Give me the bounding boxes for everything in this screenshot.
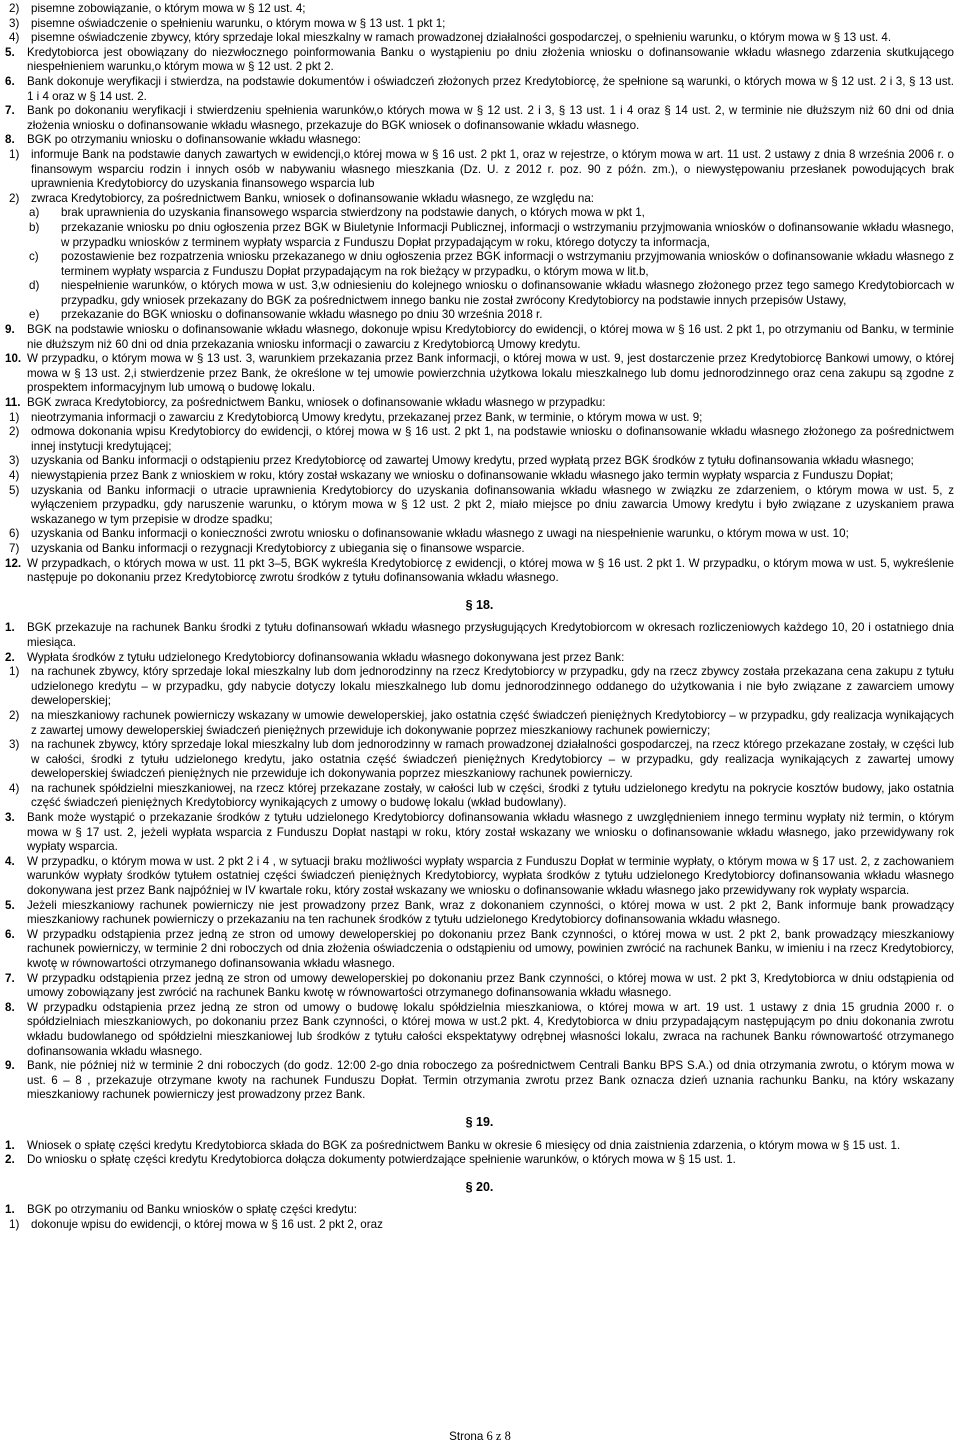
paragraph-number: 4. [5, 854, 15, 868]
item-letter: e) [29, 308, 40, 322]
page-number: 6 z 8 [486, 1429, 511, 1444]
paragraph-text: Bank może wystąpić o przekazanie środków z tytułu udzielonego Kredytobiorcy dofinansowania wkładu własnego z uwzględnieniem innego terminu wypłaty niż termin, o którym mowa w § 17 ust. 2, jeżeli wypłata wsparcia z Funduszu Dopłat nastąpi w roku, który został wskazany we wniosku o dofinansowanie wkładu własnego, jako przewidywany rok wypłaty wsparcia. [27, 811, 954, 854]
list-item [9, 1218, 954, 1233]
item-text: dokonuje wpisu do ewidencji, o której mowa w § 16 ust. 2 pkt 2, oraz [31, 1217, 383, 1231]
paragraph-number: 2. [5, 650, 15, 664]
item-text: pisemne zobowiązanie, o którym mowa w § 12 ust. 4; [31, 2, 306, 15]
item-number: 1) [9, 1217, 20, 1231]
item-number: 1) [9, 147, 20, 161]
section-20-paragraph-1 [5, 1203, 954, 1218]
section-19-paragraph-1 [5, 1139, 954, 1154]
list-item [9, 782, 954, 811]
sub-list-item [29, 279, 954, 308]
paragraph-text: Jeżeli mieszkaniowy rachunek powierniczy nie jest prowadzony przez Bank, wraz z dokonaniem czynności, o której mowa w ust. 2 pkt 2, Bank informuje bank prowadzący mieszkaniowy rachunek powierniczy o przekazaniu na ten rachunek środków z tytułu udzielonego Kredytobiorcy dofinansowania wkładu własnego. [27, 898, 954, 927]
paragraph-text: Do wniosku o spłatę części kredytu Kredytobiorca dołącza dokumenty potwierdzające spełnienie warunków, o których mowa w § 15 ust. 1. [27, 1153, 736, 1167]
section-18-paragraph-8 [5, 1001, 954, 1059]
item-number: 3) [9, 738, 20, 752]
item-number: 3) [9, 454, 20, 468]
item-text: zwraca Kredytobiorcy, za pośrednictwem Banku, wniosek o dofinansowanie wkładu własnego, ze względu na: [31, 191, 595, 205]
section-18-paragraph-1 [5, 621, 954, 650]
list-item [9, 17, 954, 32]
list-item [9, 542, 954, 557]
sub-list-item [29, 221, 954, 250]
paragraph-9 [5, 323, 954, 352]
paragraph-text: W przypadkach, o których mowa w ust. 11 pkt 3–5, BGK wykreśla Kredytobiorcę z ewidencji, o której mowa w § 16 ust. 2 pkt 1. W przypadku, o którym mowa w ust. 5, wykreślenie następuje po dokonaniu przez Kredytobiorcę zwrotu środków z tytułu dofinansowania wkładu własnego. [27, 556, 954, 585]
item-number: 5) [9, 483, 20, 497]
section-18-paragraph-2 [5, 651, 954, 666]
paragraph-text: W przypadku odstąpienia przez jedną ze stron od umowy o budowę lokalu spółdzielnia mieszkaniowa, o której mowa w art. 19 ust. 1 ustawy z dnia 15 grudnia 2000 r. o spółdzielniach mieszkaniowych, po dokonaniu przez Bank czynności, o której mowa w ust.2 pkt. 4, Kredytobiorca w dniu przypadającym następującym po dniu dokonania zwrotu wkładu budowlanego od spółdzielni mieszkaniowej lub środków z tytułu całości ekspektatywy odrębnej własności lokalu, zwraca na rachunek Banku równowartość otrzymanego dofinansowania wkładu własnego. [27, 1000, 954, 1058]
item-letter: b) [29, 220, 40, 234]
paragraph-8 [5, 133, 954, 148]
item-text: na mieszkaniowy rachunek powierniczy wskazany w umowie deweloperskiej, jako ostatnia część świadczeń pieniężnych Kredytobiorcy – w przypadku, gdy realizacja wynikających z zawartej umowy deweloperskiej świadczeń pieniężnych przewiduje ich dokonywanie poprzez mieszkaniowy rachunek powierniczy; [31, 708, 954, 737]
item-number: 7) [9, 541, 20, 555]
list-item [9, 527, 954, 542]
item-number: 1) [9, 410, 20, 424]
paragraph-number: 7. [5, 104, 15, 118]
item-letter: d) [29, 279, 40, 293]
item-text: pozostawienie bez rozpatrzenia wniosku przekazanego w dniu ogłoszenia przez BGK informacji o wstrzymaniu przyjmowania wniosków o dofinansowanie wkładu własnego z terminem wypłaty wsparcia z Funduszu Dopłat przypadającym na rok bieżący w przypadku, o którym mowa w lit.b, [61, 250, 954, 278]
item-number: 2) [9, 708, 20, 722]
item-number: 4) [9, 781, 20, 795]
item-number: 3) [9, 16, 20, 30]
list-item [9, 484, 954, 528]
item-text: odmowa dokonania wpisu Kredytobiorcy do ewidencji, o której mowa w § 16 ust. 2 pkt 1, na podstawie wniosku o dofinansowanie wkładu własnego złożonego za pośrednictwem innej instytucji kredytującej; [31, 425, 954, 453]
list-item [9, 411, 954, 426]
section-heading-18: § 18. [465, 597, 494, 612]
paragraph-10 [5, 352, 954, 396]
section-18-paragraph-6 [5, 928, 954, 972]
paragraph-number: 3. [5, 811, 15, 825]
item-text: na rachunek zbywcy, który sprzedaje lokal mieszkalny lub dom jednorodzinny na rzecz Kredytobiorcy w przypadku, gdy na rzecz zbywcy została przekazana cena zakupu z tytułu udzielonego kredytu – w przypadku, gdy nabycie dotyczy lokalu mieszkalnego lub domu jednorodzinnego oddanego do użytkowania i nie było związane z zawarciem umowy deweloperskiej; [31, 665, 954, 708]
item-text: brak uprawnienia do uzyskania finansowego wsparcia stwierdzony na podstawie danych, o których mowa w pkt 1, [61, 206, 645, 220]
paragraph-text: BGK po otrzymaniu od Banku wniosków o spłatę części kredytu: [27, 1203, 357, 1217]
paragraph-number: 5. [5, 45, 15, 59]
paragraph-text: W przypadku odstąpienia przez jedną ze stron od umowy deweloperskiej po dokonaniu przez Bank czynności, o której mowa w ust. 2 pkt 2, bank prowadzący mieszkaniowy rachunek powierniczy, w terminie 2 dni roboczych od dnia złożenia oświadczenia o odstąpieniu od umowy, powinien zwrócić na rachunek Banku, w imieniu i na rzecz Kredytobiorcy, kwotę w równowartości otrzymanego dofinansowania wkładu własnego. [27, 927, 954, 970]
paragraph-number: 6. [5, 927, 15, 941]
paragraph-number: 1. [5, 1203, 15, 1217]
paragraph-5 [5, 46, 954, 75]
paragraph-text: W przypadku, o którym mowa w ust. 2 pkt 2 i 4 , w sytuacji braku możliwości wypłaty wsparcia z Funduszu Dopłat w terminie wypłaty, o którym mowa w § 17 ust. 2, z zachowaniem warunków wypłaty środków tytułem ostatniej części świadczeń pieniężnych Kredytobiorcy, wypłata środków z tytułu udzielonego Kredytobiorcy dofinansowania wkładu własnego dokonywana jest przez Bank najpóźniej w IV kwartale roku, który został wskazany we wniosku o dofinansowanie wkładu własnego jako przewidywany rok wypłaty wsparcia. [27, 854, 954, 898]
item-number: 2) [9, 425, 20, 439]
list-item [9, 454, 954, 469]
list-item [9, 738, 954, 782]
paragraph-number: 12. [5, 556, 22, 570]
paragraph-text: Bank dokonuje weryfikacji i stwierdza, na podstawie dokumentów i oświadczeń złożonych przez Kredytobiorcę, że spełnione są warunki, o których mowa w § 12 ust. 2 i 3, § 13 ust. 1 i 4 oraz w § 14 ust. 2. [27, 74, 954, 103]
paragraph-number: 9. [5, 1059, 15, 1073]
item-text: przekazanie do BGK wniosku o dofinansowanie wkładu własnego po dniu 30 września 2018 r. [61, 308, 543, 322]
section-18-paragraph-5 [5, 899, 954, 928]
paragraph-text: BGK przekazuje na rachunek Banku środki z tytułu dofinansowań wkładu własnego przysługujących Kredytobiorcom w okresach rozliczeniowych każdego 10, 20 i ostatniego dnia miesiąca. [27, 621, 954, 649]
paragraph-text: Bank, nie później niż w terminie 2 dni roboczych (do godz. 12:00 2-go dnia roboczego za pośrednictwem Centrali Banku BPS S.A.) od dnia otrzymania zwrotu, o którym mowa w ust. 6 – 8 , przekazuje otrzymane kwoty na rachunek Funduszu Dopłat. Termin otrzymania zwrotu przez Bank oznacza dzień uznania rachunku Banku, na który wskazany mieszkaniowy rachunek powierniczy jest prowadzony przez Bank. [27, 1059, 954, 1102]
item-text: informuje Bank na podstawie danych zawartych w ewidencji,o której mowa w § 16 ust. 2 pkt 1, oraz w rejestrze, o którym mowa w art. 11 ust. 2 ustawy z dnia 8 września 2006 r. o finansowym wsparciu rodzin i innych osób w nabywaniu własnego mieszkania (Dz. U. z 2012 r. poz. 90 z późn. zm.), o niewystępowaniu przesłanek powodujących brak uprawnienia Kredytobiorcy do uzyskania finansowego wsparcia lub [31, 147, 954, 191]
section-18-paragraph-7 [5, 972, 954, 1001]
item-text: uzyskania od Banku informacji o utracie uprawnienia Kredytobiorcy do uzyskania dofinansowania wkładu własnego w związku ze zdarzeniem, o którym mowa w ust. 5, z wyłączeniem przypadku, gdy naruszenie warunku, o którym mowa w § 12 ust. 2 pkt 2, miało miejsce po dniu zawarcia Umowy kredytu i było związane z uzyskaniem prawa wskazanego w tym przepisie w drodze spadku; [31, 483, 954, 526]
paragraph-number: 11. [5, 396, 21, 410]
paragraph-11 [5, 396, 954, 411]
item-text: nieotrzymania informacji o zawarciu z Kredytobiorcą Umowy kredytu, przekazanej przez Bank, w terminie, o którym mowa w ust. 9; [31, 410, 703, 424]
paragraph-text: Bank po dokonaniu weryfikacji i stwierdzeniu spełnienia warunków,o których mowa w § 12 ust. 2 i 3, § 13 ust. 1 i 4 oraz § 14 ust. 2, w terminie nie dłuższym niż 60 dni od dnia złożenia wniosku o dofinansowanie wkładu własnego, przekazuje do BGK wniosek o dofinansowanie wkładu własnego. [27, 104, 954, 132]
list-item [9, 148, 954, 192]
paragraph-number: 8. [5, 1000, 15, 1014]
item-text: na rachunek zbywcy, który sprzedaje lokal mieszkalny lub dom jednorodzinny w ramach prowadzonej działalności gospodarczej, na rzecz którego przekazane zostały, w części lub w całości, środki z tytułu udzielonego kredytu, jako ostatnia część świadczeń pieniężnych Kredytobiorcy – w przypadku, gdy realizacja wynikających z zawartej umowy deweloperskiej świadczeń pieniężnych nie przewiduje ich dokonywania poprzez mieszkaniowy rachunek powierniczy. [31, 738, 954, 781]
item-text: pisemne oświadczenie zbywcy, który sprzedaje lokal mieszkalny w ramach prowadzonej działalności gospodarczej, o spełnieniu warunku, o którym mowa w § 13 ust. 4. [31, 31, 892, 45]
page-label: Strona [449, 1430, 484, 1444]
paragraph-text: Wniosek o spłatę części kredytu Kredytobiorca składa do BGK za pośrednictwem Banku w okresie 6 miesięcy od dnia zaistnienia zdarzenia, o którym mowa w § 15 ust. 1. [27, 1138, 901, 1152]
section-18-paragraph-3 [5, 811, 954, 855]
item-letter: c) [29, 250, 39, 264]
sub-list-item [29, 308, 954, 323]
list-item [9, 665, 954, 709]
paragraph-number: 8. [5, 133, 15, 147]
item-text: przekazanie wniosku po dniu ogłoszenia przez BGK w Biuletynie Informacji Publicznej, informacji o wstrzymaniu przyjmowania wniosków o dofinansowanie wkładu własnego, w przypadku wniosków z terminem wypłaty wsparcia z Funduszu Dopłat przypadającym w roku, którego dotyczy ta informacja, [61, 220, 954, 249]
section-18-paragraph-9 [5, 1059, 954, 1103]
sub-list-item [29, 250, 954, 279]
section-heading-20: § 20. [465, 1179, 494, 1194]
section-heading-19: § 19. [465, 1114, 494, 1129]
paragraph-text: Kredytobiorca jest obowiązany do niezwłocznego poinformowania Banku o wystąpieniu po dniu złożenia wniosku o dofinansowanie wkładu własnego zdarzenia skutkującego niespełnieniem warunku,o którym mowa w § 12 ust. 2 pkt 2. [27, 45, 954, 74]
paragraph-number: 10. [5, 352, 22, 366]
paragraph-7 [5, 104, 954, 133]
item-number: 6) [9, 527, 20, 541]
list-item [9, 709, 954, 738]
paragraph-text: BGK po otrzymaniu wniosku o dofinansowanie wkładu własnego: [27, 133, 361, 147]
item-number: 2) [9, 191, 20, 205]
paragraph-number: 9. [5, 323, 15, 337]
item-number: 4) [9, 469, 20, 482]
section-19-paragraph-2 [5, 1153, 954, 1168]
paragraph-number: 2. [5, 1153, 15, 1167]
list-item [9, 192, 954, 207]
paragraph-number: 6. [5, 74, 15, 88]
paragraph-6 [5, 75, 954, 104]
section-18-paragraph-4 [5, 855, 954, 899]
list-item [9, 2, 954, 17]
paragraph-text: BGK na podstawie wniosku o dofinansowanie wkładu własnego, dokonuje wpisu Kredytobiorcy do ewidencji, o której mowa w § 16 ust. 2 pkt 1, po otrzymaniu od Banku, w terminie nie dłuższym niż 60 dni od dnia przekazania wniosku informacji o zawarciu z Kredytobiorcą Umowy kredytu. [27, 323, 954, 351]
item-text: pisemne oświadczenie o spełnieniu warunku, o którym mowa w § 13 ust. 1 pkt 1; [31, 16, 446, 30]
item-text: niespełnienie warunków, o których mowa w ust. 3,w odniesieniu do kolejnego wniosku o dofinansowanie wkładu własnego złożonego przez tego samego Kredytobiorcach w przypadku, gdy wniosek przekazany do BGK za pośrednictwem innego banku nie został zwrócony Kredytobiorcy na podstawie innych przepisów Ustawy, [61, 279, 954, 307]
item-text: uzyskania od Banku informacji o rezygnacji Kredytobiorcy z ubiegania się o finansowe wsparcie. [31, 541, 525, 555]
paragraph-number: 5. [5, 898, 15, 912]
list-item [9, 425, 954, 454]
item-number: 2) [9, 2, 20, 15]
paragraph-number: 7. [5, 971, 15, 985]
paragraph-number: 1. [5, 1138, 15, 1152]
paragraph-text: W przypadku, o którym mowa w § 13 ust. 3, warunkiem przekazania przez Bank informacji, o której mowa w ust. 9, jest dostarczenie przez Kredytobiorcę Bankowi umowy, o której mowa w § 13 ust. 2,i stwierdzenie przez Bank, że określone w tej umowie powierzchnia użytkowa lokalu mieszkalnego lub domu jednorodzinnego oraz cena zakupu są zgodne z prospektem informacyjnym lub umową o budowę lokalu. [27, 352, 954, 395]
item-text: uzyskania od Banku informacji o konieczności zwrotu wniosku o dofinansowanie wkładu własnego z uwagi na niespełnienie warunku, o którym mowa w ust. 10; [31, 527, 849, 541]
paragraph-text: Wypłata środków z tytułu udzielonego Kredytobiorcy dofinansowania wkładu własnego dokonywana jest przez Bank: [27, 650, 625, 664]
item-letter: a) [29, 206, 40, 220]
item-text: na rachunek spółdzielni mieszkaniowej, na rzecz której przekazane zostały, w całości lub w części, środki z tytułu udzielonego kredytu na pokrycie kosztów budowy, jako ostatnia część świadczeń pieniężnych Kredytobiorcy wynikających z umowy o budowę lokalu (wkład budowlany). [31, 781, 954, 810]
page-footer [0, 1429, 960, 1445]
sub-list-item [29, 206, 954, 221]
paragraph-text: BGK zwraca Kredytobiorcy, za pośrednictwem Banku, wniosek o dofinansowanie wkładu własnego w przypadku: [27, 396, 606, 410]
paragraph-text: W przypadku odstąpienia przez jedną ze stron od umowy deweloperskiej po dokonaniu przez Bank czynności, o której mowa w ust. 2 pkt 3, Kredytobiorca w dniu odstąpienia od umowy zobowiązany jest zwrócić na rachunek Banku kwotę w równowartości otrzymanego dofinansowania wkładu własnego. [27, 971, 954, 1000]
item-number: 4) [9, 31, 20, 45]
paragraph-number: 1. [5, 621, 15, 635]
paragraph-12 [5, 557, 954, 586]
item-number: 1) [9, 665, 20, 679]
item-text: uzyskania od Banku informacji o odstąpieniu przez Kredytobiorcę od zawartej Umowy kredytu, przed wypłatą przez BGK środków z tytułu dofinansowania wkładu własnego; [31, 454, 914, 468]
list-item [9, 469, 954, 484]
list-item [9, 31, 954, 46]
item-text: niewystąpienia przez Bank z wnioskiem w roku, który został wskazany we wniosku o dofinansowanie wkładu własnego jako termin wypłaty wsparcia z Funduszu Dopłat; [31, 469, 894, 482]
